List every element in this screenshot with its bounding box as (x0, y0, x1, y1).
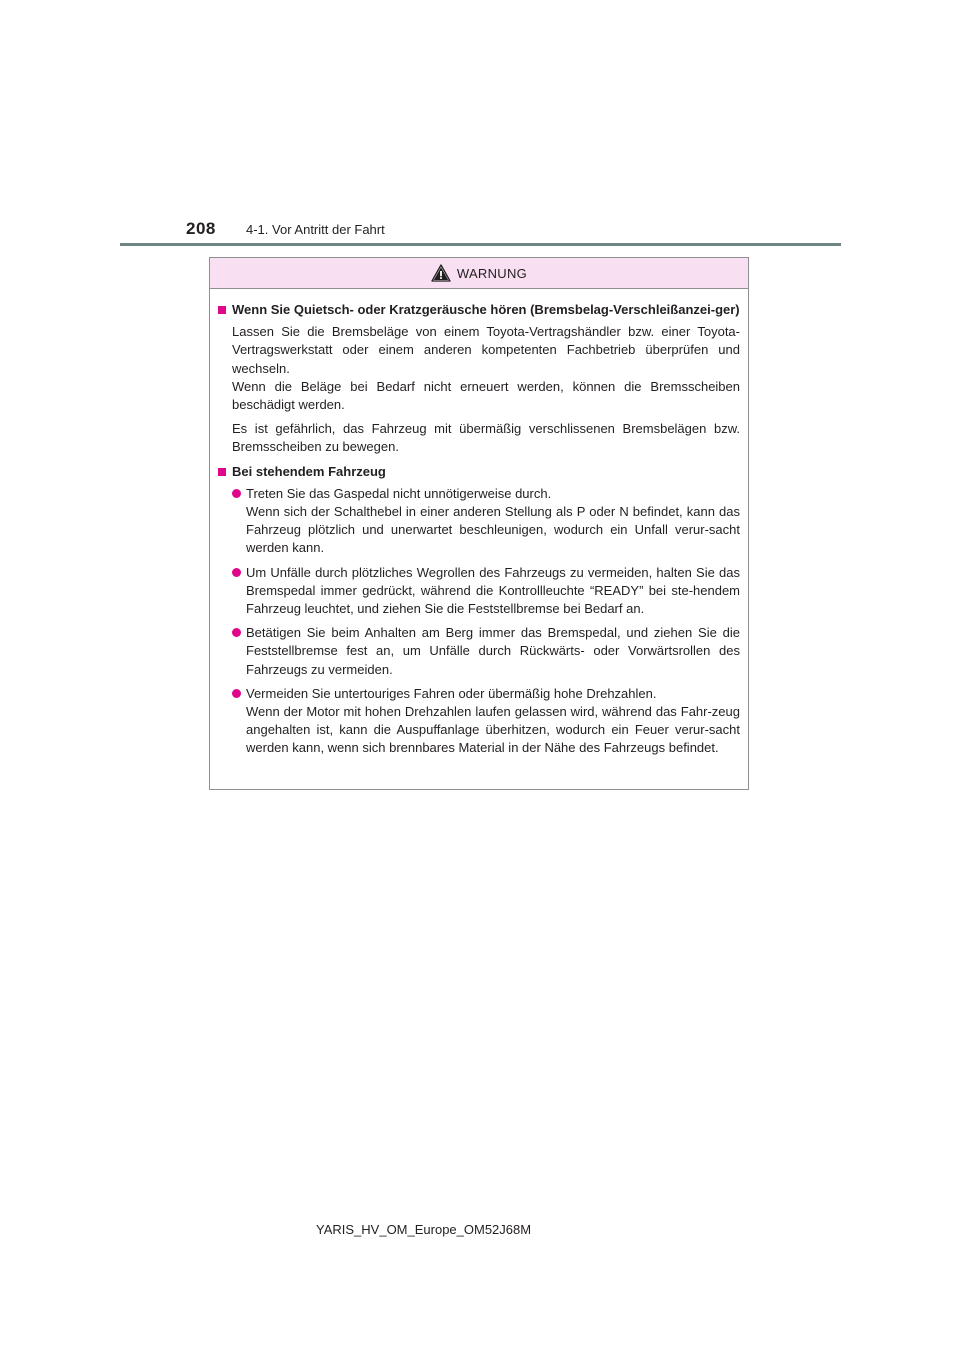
document-footer-id: YARIS_HV_OM_Europe_OM52J68M (316, 1222, 532, 1237)
warning-triangle-icon (431, 264, 451, 282)
list-item (232, 685, 740, 758)
page-number: 208 (186, 219, 216, 238)
item-line: Vermeiden Sie untertouriges Fahren oder übermäßig hohe Drehzahlen. (246, 685, 657, 701)
item-line: Betätigen Sie beim Anhalten am Berg immer das Bremspedal, und ziehen Sie die Feststellbremse fest an, um Unfälle durch Rückwärts- oder Vorwärtsrollen des Fahrzeugs zu vermeiden. (246, 625, 740, 677)
section-heading (218, 301, 740, 319)
circle-bullet-icon (232, 568, 241, 577)
header-divider (120, 243, 841, 246)
warning-header (210, 258, 748, 289)
circle-bullet-icon (232, 628, 241, 637)
item-line: Um Unfälle durch plötzliches Wegrollen des Fahrzeugs zu vermeiden, halten Sie das Bremspedal immer gedrückt, während die Kontrollleuchte “READY” bei ste-hendem Fahrzeug leuchtet, und ziehen Sie die Feststellbremse bei Bedarf an. (246, 564, 740, 617)
circle-bullet-icon (232, 489, 241, 498)
list-item (232, 624, 740, 679)
list-item (232, 564, 740, 619)
paragraph-line: Lassen Sie die Bremsbeläge von einem Toyota-Vertragshändler bzw. einer Toyota-Vertragswerkstatt oder einem anderen kompetenten Fachbetrieb überprüfen und wechseln. (232, 324, 740, 376)
item-line: Wenn der Motor mit hohen Drehzahlen laufen gelassen wird, während das Fahr-zeug angehalten ist, kann die Auspuffanlage überhitzen, wodurch ein Feuer verur-sacht werden kann, wenn sich brennbares Material in der Nähe des Fahrzeugs befindet. (246, 704, 740, 756)
list-item (232, 485, 740, 558)
item-line: Treten Sie das Gaspedal nicht unnötigerweise durch. (246, 485, 552, 501)
paragraph (232, 323, 740, 414)
heading-text: Bei stehendem Fahrzeug (232, 463, 386, 479)
square-bullet-icon (218, 306, 226, 314)
section-title: 4-1. Vor Antritt der Fahrt (246, 222, 385, 237)
square-bullet-icon (218, 468, 226, 476)
paragraph-line: Wenn die Beläge bei Bedarf nicht erneuert werden, können die Bremsscheiben beschädigt werden. (232, 378, 740, 413)
paragraph-line: Es ist gefährlich, das Fahrzeug mit übermäßig verschlissenen Bremsbelägen bzw. Bremsscheiben zu bewegen. (232, 421, 740, 455)
paragraph (232, 420, 740, 456)
section-heading (218, 463, 740, 481)
circle-bullet-icon (232, 689, 241, 698)
warning-content (210, 289, 748, 758)
warning-box (209, 257, 749, 790)
heading-text: Wenn Sie Quietsch- oder Kratzgeräusche hören (Bremsbelag-Verschleißanzei-ger) (232, 302, 740, 317)
warning-title: WARNUNG (456, 265, 528, 281)
item-line: Wenn sich der Schalthebel in einer anderen Stellung als P oder N befindet, kann das Fahrzeug plötzlich und unerwartet beschleunigen, wodurch ein Unfall verur-sacht werden kann. (246, 504, 740, 556)
